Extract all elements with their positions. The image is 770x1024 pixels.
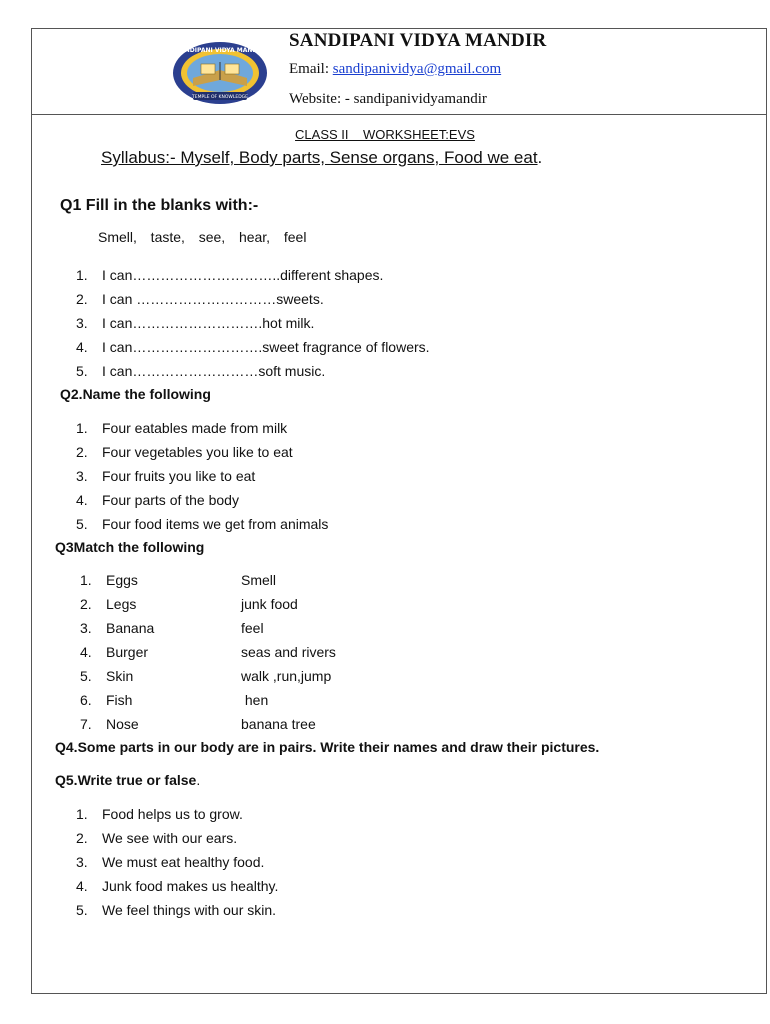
- match-right: feel: [241, 620, 264, 636]
- match-left: Nose: [106, 716, 139, 732]
- email-label: Email:: [289, 61, 329, 77]
- q3-match-list: [80, 568, 336, 736]
- match-row: 2. Legs junk food: [80, 592, 154, 616]
- match-left: Burger: [106, 644, 149, 660]
- q1-title: Q1 Fill in the blanks with:-: [60, 197, 259, 214]
- q3-title: Q3Match the following: [55, 539, 205, 555]
- match-row: 7. Nose banana tree: [80, 712, 154, 736]
- list-item: 2. I can …………………………sweets.: [76, 291, 324, 307]
- match-left: Fish: [106, 692, 133, 708]
- list-item: 5. Four food items we get from animals: [76, 516, 329, 532]
- q1-item-text: I can……………………….sweet fragrance of flowers.: [102, 339, 430, 355]
- match-row: 1. Eggs Smell: [80, 568, 154, 592]
- list-item: 2. We see with our ears.: [76, 830, 238, 846]
- list-item: 3. We must eat healthy food.: [76, 854, 265, 870]
- email-link[interactable]: sandipanividya@gmail.com: [332, 61, 502, 77]
- class-worksheet-line: [0, 127, 770, 142]
- list-item: 1. Food helps us to grow.: [76, 806, 243, 822]
- q1-word-bank: Smell, taste, see, hear, feel: [98, 229, 307, 245]
- school-logo: [171, 40, 269, 106]
- q1-item-text: I can……………………….hot milk.: [102, 315, 315, 331]
- header-divider: [31, 114, 767, 115]
- list-item: 3. I can……………………….hot milk.: [76, 315, 315, 331]
- svg-text:TEMPLE OF KNOWLEDGE: TEMPLE OF KNOWLEDGE: [192, 95, 248, 100]
- syllabus-period: .: [537, 148, 543, 167]
- q2-item-text: Four food items we get from animals: [102, 516, 329, 532]
- q5-title: [55, 772, 200, 788]
- match-row: 4. Burger seas and rivers: [80, 640, 154, 664]
- q5-title-text: Q5.Write true or false: [55, 772, 197, 788]
- match-left: Eggs: [106, 572, 138, 588]
- website-label: Website: -: [289, 91, 350, 107]
- class-worksheet-text: CLASS II WORKSHEET:EVS: [295, 127, 475, 142]
- match-right: hen: [241, 692, 269, 708]
- q4-title: Q4.Some parts in our body are in pairs. Write their names and draw their pictures.: [55, 739, 600, 755]
- q5-item-text: Junk food makes us healthy.: [102, 878, 279, 894]
- q5-title-period: .: [196, 772, 201, 788]
- match-right: Smell: [241, 572, 277, 588]
- match-row: 3. Banana feel: [80, 616, 154, 640]
- q5-list: [76, 802, 278, 922]
- list-item: 1. I can…………………………..different shapes.: [76, 267, 384, 283]
- q2-list: [76, 416, 328, 536]
- match-row: 6. Fish hen: [80, 688, 154, 712]
- list-item: 4. I can……………………….sweet fragrance of flowers.: [76, 339, 430, 355]
- list-item: 2. Four vegetables you like to eat: [76, 444, 293, 460]
- q2-title: Q2.Name the following: [60, 386, 211, 402]
- q2-item-text: Four fruits you like to eat: [102, 468, 256, 484]
- q5-item-text: We must eat healthy food.: [102, 854, 265, 870]
- match-right: seas and rivers: [241, 644, 336, 660]
- email-line: [289, 61, 501, 78]
- q1-item-text: I can…………………………..different shapes.: [102, 267, 384, 283]
- match-left: Legs: [106, 596, 137, 612]
- list-item: 3. Four fruits you like to eat: [76, 468, 256, 484]
- list-item: 4. Junk food makes us healthy.: [76, 878, 279, 894]
- syllabus-text: Syllabus:- Myself, Body parts, Sense organs, Food we eat: [101, 148, 538, 167]
- q2-item-text: Four parts of the body: [102, 492, 239, 508]
- website-line: [289, 91, 487, 108]
- list-item: 5. We feel things with our skin.: [76, 902, 277, 918]
- match-right: banana tree: [241, 716, 316, 732]
- website-value: sandipanividyamandir: [353, 91, 487, 107]
- list-item: 1. Four eatables made from milk: [76, 420, 288, 436]
- q2-item-text: Four vegetables you like to eat: [102, 444, 293, 460]
- match-left: Banana: [106, 620, 155, 636]
- match-right: walk ,run,jump: [241, 668, 332, 684]
- match-left: Skin: [106, 668, 134, 684]
- q5-item-text: We see with our ears.: [102, 830, 238, 846]
- q2-item-text: Four eatables made from milk: [102, 420, 288, 436]
- svg-text:SANDIPANI VIDYA MANDIR: SANDIPANI VIDYA MANDIR: [175, 47, 265, 54]
- syllabus: [101, 148, 542, 168]
- q5-item-text: We feel things with our skin.: [102, 902, 277, 918]
- q5-item-text: Food helps us to grow.: [102, 806, 243, 822]
- match-right: junk food: [241, 596, 298, 612]
- school-name: SANDIPANI VIDYA MANDIR: [289, 30, 547, 51]
- match-row: 5. Skin walk ,run,jump: [80, 664, 154, 688]
- q1-item-text: I can …………………………sweets.: [102, 291, 324, 307]
- q1-list: [76, 263, 430, 383]
- q1-item-text: I can………………………soft music.: [102, 363, 326, 379]
- list-item: 4. Four parts of the body: [76, 492, 239, 508]
- list-item: 5. I can………………………soft music.: [76, 363, 326, 379]
